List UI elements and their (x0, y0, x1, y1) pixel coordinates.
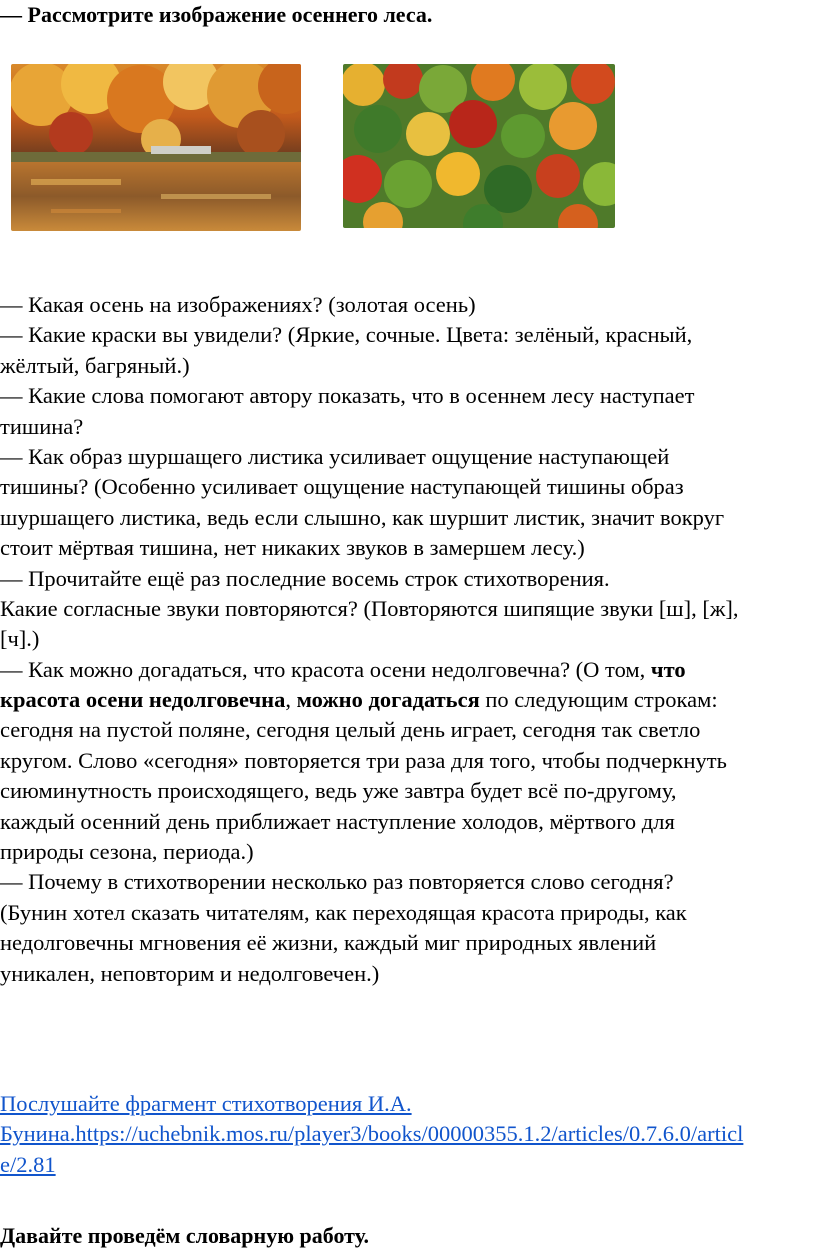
text-line: — Какие слова помогают автору показать, что в осеннем лесу наступает (0, 383, 695, 409)
text-line: кругом. Слово «сегодня» повторяется три раза для того, чтобы подчеркнуть (0, 747, 727, 773)
text-line: (Бунин хотел сказать читателям, как переходящая красота природы, как (0, 899, 687, 925)
text-line: недолговечны мгновения её жизни, каждый миг природных явлений (0, 930, 657, 956)
text-line: стоит мёртвая тишина, нет никаких звуков в замершем лесу.) (0, 535, 585, 561)
text-line: каждый осенний день приближает наступление холодов, мёртвого для (0, 808, 675, 834)
text-line (0, 685, 816, 715)
text-line: [ч].) (0, 626, 40, 652)
text-bold: красота осени недолговечна (0, 687, 286, 713)
text-line (0, 655, 816, 685)
text-line: уникален, неповторим и недолговечен.) (0, 960, 380, 986)
text-line: — Прочитайте ещё раз последние восемь строк стихотворения. (0, 565, 610, 591)
audio-link-block[interactable] (0, 1089, 816, 1180)
text-line: Какие согласные звуки повторяются? (Повторяются шипящие звуки [ш], [ж], (0, 595, 739, 621)
section-heading: — Рассмотрите изображение осеннего леса. (0, 2, 433, 27)
text-line: тишины? (Особенно усиливает ощущение наступающей тишины образ (0, 474, 684, 500)
autumn-forest-photo (343, 64, 615, 228)
text-line: сегодня на пустой поляне, сегодня целый день играет, сегодня так светло (0, 717, 701, 743)
text-line: жёлтый, багряный.) (0, 352, 190, 378)
text-line: — Какая осень на изображениях? (золотая осень) (0, 292, 476, 317)
text-normal: — Как можно догадаться, что красота осени недолговечна? (О том, (0, 656, 651, 682)
text-line: шуршащего листика, ведь если слышно, как шуршит листик, значит вокруг (0, 504, 725, 530)
discussion-questions (0, 290, 816, 989)
text-line: — Какие краски вы увидели? (Яркие, сочные. Цвета: зелёный, красный, (0, 322, 693, 348)
text-normal: , (285, 687, 297, 713)
text-line: тишина? (0, 413, 84, 439)
audio-link-url[interactable]: e/2.81 (0, 1151, 56, 1177)
vocabulary-heading: Давайте проведём словарную работу. (0, 1223, 369, 1248)
text-line: сиюминутность происходящего, ведь уже завтра будет всё по-другому, (0, 778, 677, 804)
audio-link-url[interactable]: Бунина.https://uchebnik.mos.ru/player3/books/00000355.1.2/articles/0.7.6.0/articl (0, 1121, 744, 1147)
text-line: природы сезона, периода.) (0, 839, 254, 865)
text-normal: по следующим строкам: (479, 687, 718, 713)
text-bold: что (650, 656, 686, 682)
text-line: — Почему в стихотворении несколько раз повторяется слово сегодня? (0, 869, 674, 895)
autumn-lake-photo (11, 64, 301, 231)
audio-link-line[interactable]: Послушайте фрагмент стихотворения И.А. (0, 1091, 412, 1116)
text-line: — Как образ шуршащего листика усиливает ощущение наступающей (0, 443, 670, 469)
text-bold: можно догадаться (296, 687, 480, 713)
